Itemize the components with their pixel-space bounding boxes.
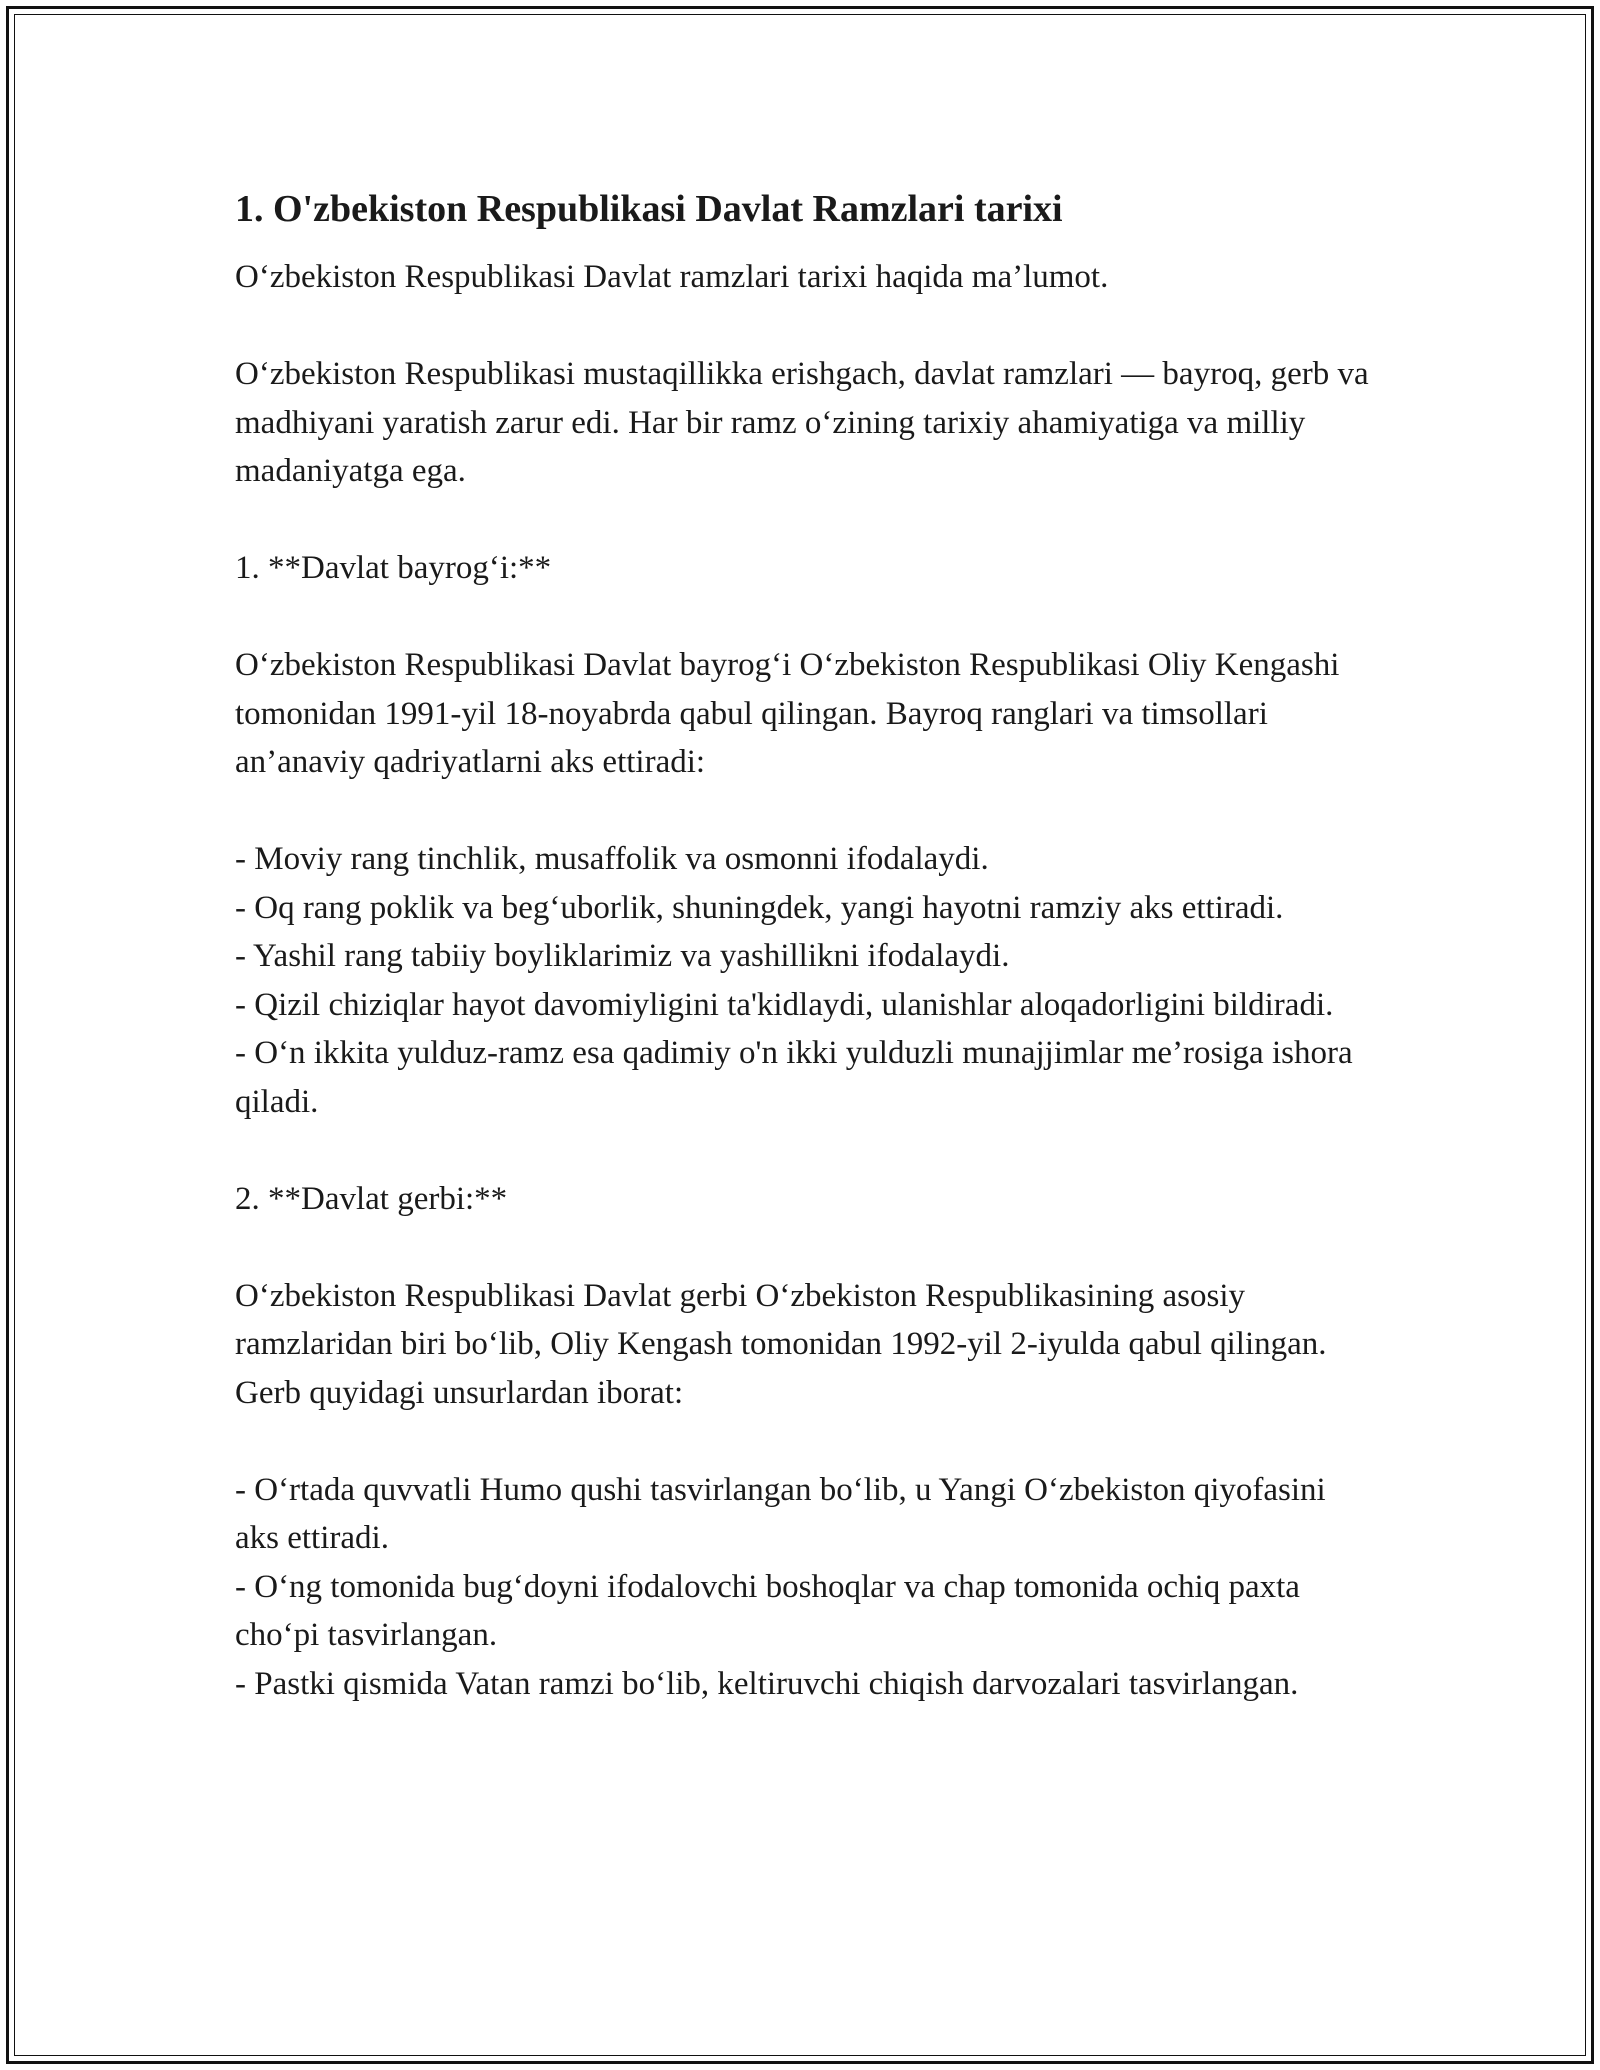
list-item: - O‘ng tomonida bug‘doyni ifodalovchi boshoqlar va chap tomonida ochiq paxta cho‘pi tasvirlangan. [235,1568,1300,1653]
context-paragraph: O‘zbekiston Respublikasi mustaqillikka erishgach, davlat ramzlari — bayroq, gerb va madhiyani yaratish zarur edi. Har bir ramz o‘zining tarixiy ahamiyatiga va milliy madaniyatga ega. [235,356,1369,489]
list-item: - Qizil chiziqlar hayot davomiyligini ta'kidlaydi, ulanishlar aloqadorligini bildiradi. [235,986,1334,1023]
list-item: - Pastki qismida Vatan ramzi bo‘lib, keltiruvchi chiqish darvozalari tasvirlangan. [235,1665,1299,1702]
section-heading-flag: 1. **Davlat bayrog‘i:** [235,550,552,586]
flag-color-list [235,835,1375,1126]
document-title: 1. O'zbekiston Respublikasi Davlat Ramzlari tarixi [235,188,1063,230]
list-item: - Oq rang poklik va beg‘uborlik, shuningdek, yangi hayotni ramziy aks ettiradi. [235,889,1284,926]
list-item: - Yashil rang tabiiy boyliklarimiz va yashillikni ifodalaydi. [235,938,1010,974]
list-item: - O‘rtada quvvatli Humo qushi tasvirlangan bo‘lib, u Yangi O‘zbekiston qiyofasini aks ettiradi. [235,1471,1326,1556]
list-item: - O‘n ikkita yulduz-ramz esa qadimiy o'n ikki yulduzli munajjimlar me’rosiga ishora qiladi. [235,1035,1353,1120]
list-item: - Moviy rang tinchlik, musaffolik va osmonni ifodalaydi. [235,841,989,877]
flag-description: O‘zbekiston Respublikasi Davlat bayrog‘i O‘zbekiston Respublikasi Oliy Kengashi tomonidan 1991-yil 18-noyabrda qabul qilingan. Bayroq ranglari va timsollari an’anaviy qadriyatlarni aks ettiradi: [235,647,1340,780]
emblem-description: O‘zbekiston Respublikasi Davlat gerbi O‘zbekiston Respublikasining asosiy ramzlaridan biri bo‘lib, Oliy Kengash tomonidan 1992-yil 2-iyulda qabul qilingan. Gerb quyidagi unsurlardan iborat: [235,1277,1327,1411]
section-heading-emblem: 2. **Davlat gerbi:** [235,1180,508,1217]
document-body [235,185,1375,1708]
emblem-element-list [235,1466,1375,1709]
intro-paragraph: O‘zbekiston Respublikasi Davlat ramzlari tarixi haqida ma’lumot. [235,259,1109,295]
